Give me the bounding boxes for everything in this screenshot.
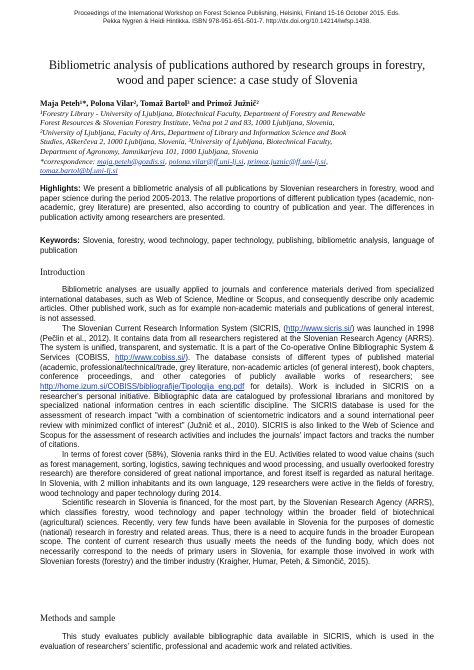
intro-p2-part-d: for details). Work is included in SICRIS on a researcher's personal initiative. Bibliographic data are catalogued by professional librarians and monitored by specialized national information centres in each scientific discipline. The SICRIS database is used for the assessment of research impact "with a combination of scientometric indicators and a sound international peer review with minimized conflict of interest" (Južnič et al., 2010). SICRIS is also linked to the Web of Science and Scopus for the assessment of research activities and includes the journals' impact factors and tracks the number of citations.	[40, 382, 434, 450]
introduction-heading: Introduction	[40, 267, 85, 277]
cobiss-link[interactable]: http://www.cobiss.si/	[115, 352, 186, 362]
email-link-juznic[interactable]: primoz.juznic@ff.uni-lj.si	[247, 156, 326, 166]
typology-link[interactable]: http://home.izum.si/COBISS/bibliografije/Tipologija_eng.pdf	[40, 382, 245, 392]
email-link-vilar[interactable]: polona.vilar@ff.uni-lj.si	[168, 156, 244, 166]
intro-paragraph-2	[40, 324, 434, 450]
methods-paragraph-1: This study evaluates publicly available bibliographic data available in SICRIS, which is used in the evaluation of researchers' scientific, professional and academic work and related activities.	[40, 632, 434, 651]
highlights-section	[40, 184, 434, 223]
introduction-body	[40, 285, 434, 566]
correspondence-line-2	[40, 166, 434, 176]
intro-paragraph-3: In terms of forest cover (58%), Slovenia ranks third in the EU. Activities related to wood value chains (such as forest management, sorting, logistics, sawing techniques and wood processing, and usually overlooked forestry research) are therefore considered of great national importance, and forest itself is regarded as natural heritage. In Slovenia, with 2 million inhabitants and its own language, 129 researchers were active in the fields of forestry, wood technology and paper technology during 2014.	[40, 449, 434, 498]
methods-body	[40, 632, 434, 651]
email-link-peteh[interactable]: maja.peteh@gozdis.si	[97, 156, 165, 166]
proceedings-line-2: Pekka Nygren & Heidi Hintikka. ISBN 978-951-651-501-7. http://dx.doi.org/10.14214/iwfsp.1438.	[102, 18, 372, 26]
affiliation-3: Department of Agronomy, Jamnikarjeva 101, 1000 Ljubljana, Slovenia	[40, 146, 259, 156]
affiliation-1: ¹Forestry Library - University of Ljubljana, Biotechnical Faculty, Department of Forestry and Renewable	[40, 108, 366, 118]
correspondence-label: *correspondence:	[40, 156, 96, 166]
keywords-text: Slovenia, forestry, wood technology, paper technology, publishing, bibliometric analysis, language of publication	[40, 236, 435, 255]
title-line-2: wood and paper science: a case study of Slovenia	[116, 72, 358, 87]
intro-paragraph-1: Bibliometric analyses are usually applied to journals and conference materials derived from specialized international databases, such as Web of Science, Medline or Scopus, and consequently describe only academic articles. Other published work, such as for example non-academic materials and publications of general interest, is not assessed.	[40, 285, 434, 324]
highlights-text: We present a bibliometric analysis of all publications by Slovenian researchers in forestry, wood and paper science during the period 2005-2013. The relative proportions of different publication types (academic, non-academic, grey literature) are presented, also according to country of publication and year. The differences in publication activity among researchers are presented.	[40, 184, 434, 223]
title-line-1: Bibliometric analysis of publications authored by research groups in forestry,	[48, 58, 426, 72]
author-block	[40, 99, 434, 176]
methods-heading: Methods and sample	[40, 613, 116, 623]
keywords-label: Keywords:	[40, 236, 80, 245]
affiliation-1b: Forest Resources & Slovenian Forestry Institute, Večna pot 2 and 83, 1000 Ljubljana, Slovenia,	[40, 118, 335, 128]
correspondence-line: *correspondence: maja.peteh@gozdis.si, polona.vilar@ff.uni-lj.si, primoz.juznic@ff.uni-lj.si,	[40, 156, 328, 166]
sicris-link[interactable]: http://www.sicris.si/	[285, 323, 352, 333]
email-link-bartol[interactable]: tomaz.bartol@bf.uni-lj.si	[40, 166, 118, 176]
proceedings-header	[40, 10, 434, 26]
intro-p2-part-b: ) was launched in 1998 (Pečlin et al., 2012). It contains data from all researchers registered at the Slovenian Research Agency (ARRS). The system is unified, transparent, and systematic. It is a part of the Co-operative Online Bibliographic System & Services (COBISS,	[40, 323, 434, 362]
keywords-section	[40, 236, 434, 255]
author-names: Maja Peteh¹*, Polona Vilar², Tomaž Bartol³ and Primož Južnič²	[40, 99, 259, 108]
proceedings-line-1: Proceedings of the International Workshop on Forest Science Publishing, Helsinki, Finland 15-16 October 2015. Eds.	[74, 10, 400, 17]
highlights-label: Highlights:	[40, 184, 81, 193]
intro-p2-part-c: ). The database consists of different types of published material (academic, professional/technical/trade, grey literature, non-academic articles (of general interest), book chapters, conference proceedings, and other categories of publicly available works of researchers; see	[40, 352, 434, 382]
intro-p2-part-a: The Slovenian Current Research Information System (SICRIS, (	[62, 323, 286, 333]
paper-title	[40, 58, 434, 87]
intro-paragraph-4: Scientific research in Slovenia is financed, for the most part, by the Slovenian Research Agency (ARRS), which classifies forestry, wood technology and paper technology within the broader field of biotechnical (agricultural) sciences. Recently, very few funds have been available in Slovenia for the purposes of domestic (national) research in forestry and related areas. Thus, there is a need to acquire funds in the broader European scope. The content of current research thus usually meets the needs of the funding body, which does not necessarily correspond to the needs of primary users in Slovenia, for example those involved in work with Slovenian forests (forestry) and the timber industry (Kraigher, Humar, Peteh, & Simončič, 2015).	[40, 498, 434, 566]
affiliation-2b: Studies, Aškerčeva 2, 1000 Ljubljana, Slovenia, ³University of Ljubljana, Biotechnical Faculty,	[40, 137, 333, 147]
affiliation-2: ²University of Ljubljana, Faculty of Arts, Department of Library and Information Science and Book	[40, 127, 347, 137]
